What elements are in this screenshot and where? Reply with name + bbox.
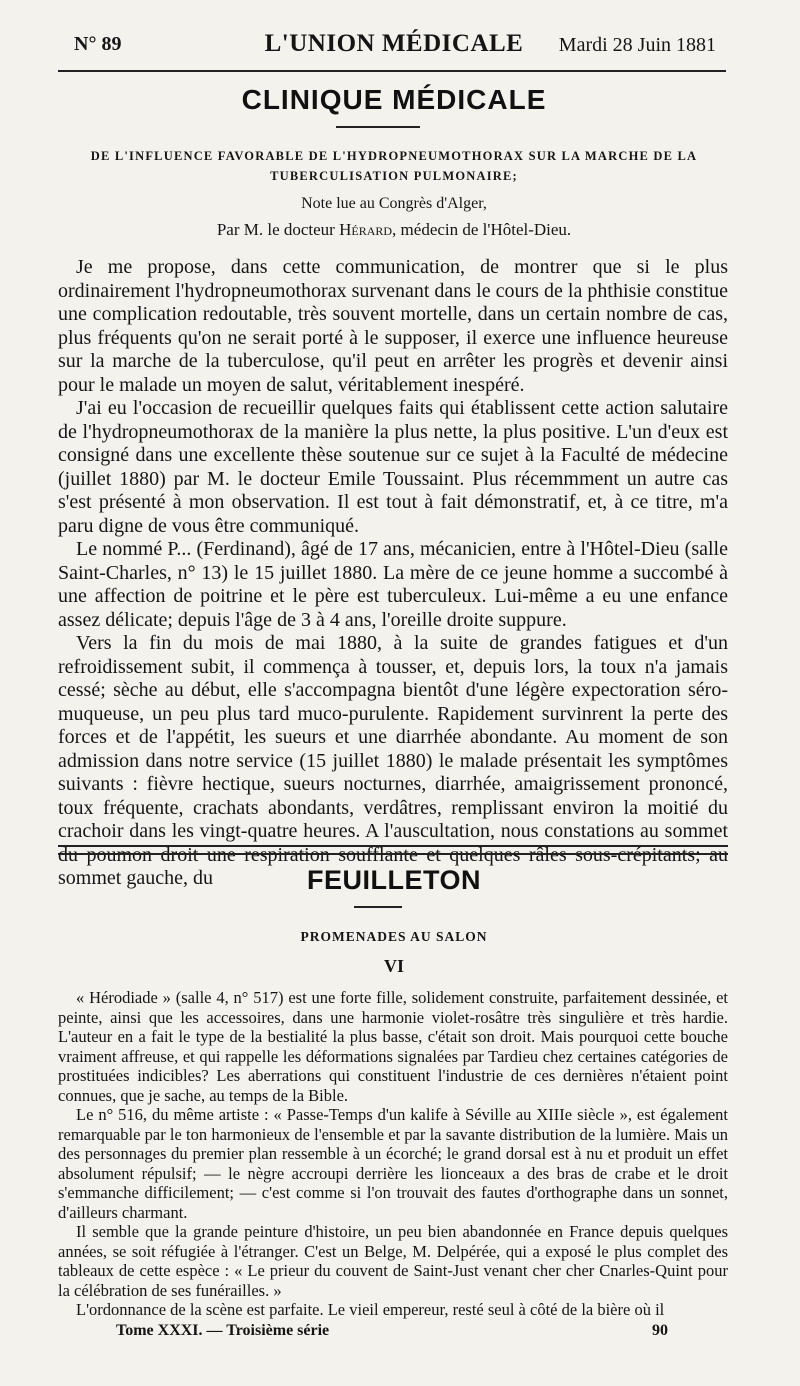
feuilleton-underline bbox=[354, 906, 402, 908]
article-body bbox=[58, 256, 728, 891]
author-name: Hérard bbox=[339, 220, 393, 239]
article-paragraph: Le nommé P... (Ferdinand), âgé de 17 ans, mécanicien, entre à l'Hôtel-Dieu (salle Saint-Charles, n° 13) le 15 juillet 1880. La mère de ce jeune homme a succombé à une affection de poitrine et le père est tuberculeux. Lui-même a eu une enfance assez délicate; depuis l'âge de 3 à 4 ans, l'oreille droite suppure. bbox=[58, 538, 728, 631]
section-title-clinique: CLINIQUE MÉDICALE bbox=[241, 84, 547, 115]
feuilleton-paragraph: Le n° 516, du même artiste : « Passe-Temps d'un kalife à Séville au XIIIe siècle », est également remarquable par le ton harmonieux de l'ensemble et par la savante distribution de la lumière. Mais un des personnages du premier plan ressemble à un écorché; le grand dorsal est à nu et produit un effet absolument répulsif; — le nègre accroupi derrière les lionceaux a des bras de crabe et le droit s'emmanche difficilement; — c'est comme si l'on trouvait des fautes d'orthographe dans un sonnet, d'ailleurs charmant. bbox=[58, 1105, 728, 1222]
page-number: 90 bbox=[652, 1322, 668, 1339]
feuilleton-paragraph: L'ordonnance de la scène est parfaite. Le vieil empereur, resté seul à côté de la bière où il bbox=[76, 1300, 665, 1319]
feuilleton-paragraph: « Hérodiade » (salle 4, n° 517) est une forte fille, solidement construite, parfaitement dessinée, et peinte, ainsi que les accessoires, dans une harmonie violet-rosâtre très singulière et très hardie. L'auteur en a fait le type de la bestialité la plus basse, c'était son droit. Mais pourquoi cette bouche vraiment affreuse, et qui rappelle les déformations signalées par Tardieu chez certaines catégories de prostituées indicibles? Les aberrations qui constituent l'industrie de ces dernières n'étaient point connues, que je sache, au temps de la Bible. bbox=[58, 988, 728, 1105]
article-paragraph: J'ai eu l'occasion de recueillir quelques faits qui établissent cette action salutaire de l'hydropneumothorax de la manière la plus nette, la plus positive. L'un d'eux est consigné dans une excellente thèse soutenue sur ce sujet à la Faculté de médecine (juillet 1880) par M. le docteur Emile Toussaint. Plus récemmment un autre cas s'est présenté à mon observation. Il est tout à fait démonstratif, et, à ce titre, m'a paru digne de vous être communiqué. bbox=[58, 397, 728, 537]
chapter-number: VI bbox=[383, 956, 404, 976]
page-footer bbox=[58, 1322, 730, 1346]
article-subtitle-line1: DE L'INFLUENCE FAVORABLE DE L'HYDROPNEUMOTHORAX SUR LA MARCHE DE LA bbox=[90, 149, 698, 163]
section-divider bbox=[58, 845, 728, 855]
newspaper-page bbox=[58, 0, 730, 1386]
journal-title: L'UNION MÉDICALE bbox=[264, 30, 524, 57]
feuilleton-paragraph: Il semble que la grande peinture d'histoire, un peu bien abandonnée en France depuis quelques années, se soit réfugiée à l'étranger. C'est un Belge, M. Delpérée, qui a exposé le plus complet des tableaux de cette espèce : « Le prieur du couvent de Saint-Just venant cher cher Cnarles-Quint pour la célébration de ses funérailles. » bbox=[58, 1222, 728, 1300]
feuilleton-body bbox=[58, 988, 728, 1320]
header-rule bbox=[58, 70, 726, 72]
article-note: Note lue au Congrès d'Alger, bbox=[301, 195, 487, 212]
issue-number: N° 89 bbox=[74, 33, 122, 55]
byline-suffix: , médecin de l'Hôtel-Dieu. bbox=[392, 220, 572, 239]
title-underline bbox=[336, 126, 420, 128]
feuilleton-subtitle: PROMENADES AU SALON bbox=[300, 929, 488, 944]
article-subtitle-line2: TUBERCULISATION PULMONAIRE; bbox=[270, 169, 518, 183]
article-byline bbox=[58, 220, 730, 240]
volume-label: Tome XXXI. — Troisième série bbox=[116, 1322, 330, 1339]
article-paragraph: Je me propose, dans cette communication, de montrer que si le plus ordinairement l'hydropneumothorax survenant dans le cours de la phthisie constitue une complication redoutable, très souvent mortelle, dans un certain nombre de cas, plus fréquents qu'on ne serait porté à le supposer, il exerce une influence heureuse sur la marche de la tuberculose, qu'il peut en arrêter les progrès et devenir ainsi pour le malade un moyen de salut, véritablement inespéré. bbox=[58, 256, 728, 396]
byline-prefix: Par M. le docteur bbox=[216, 220, 340, 239]
page-header bbox=[58, 30, 730, 70]
issue-date: Mardi 28 Juin 1881 bbox=[558, 34, 716, 56]
section-title-feuilleton: FEUILLETON bbox=[306, 865, 481, 895]
article-paragraph: Vers la fin du mois de mai 1880, à la suite de grandes fatigues et d'un refroidissement subit, il commença à tousser, et, depuis lors, la toux n'a jamais cessé; sèche au début, elle s'accompagna bientôt d'une légère expectoration séro-muqueuse, un peu plus tard muco-purulente. Rapidement survinrent la perte des forces et de l'appétit, les sueurs et une diarrhée abondante. Au moment de son admission dans notre service (15 juillet 1880) le malade présentait les symptômes suivants : fièvre hectique, sueurs nocturnes, diarrhée, amaigrissement prononcé, toux fréquente, crachats abondants, verdâtres, remplissant environ la moitié du crachoir dans les vingt-quatre heures. A l'auscultation, nous constations au sommet du poumon droit une respiration soufflante et quelques râles sous-crépitants; au sommet gauche, du bbox=[58, 632, 728, 889]
